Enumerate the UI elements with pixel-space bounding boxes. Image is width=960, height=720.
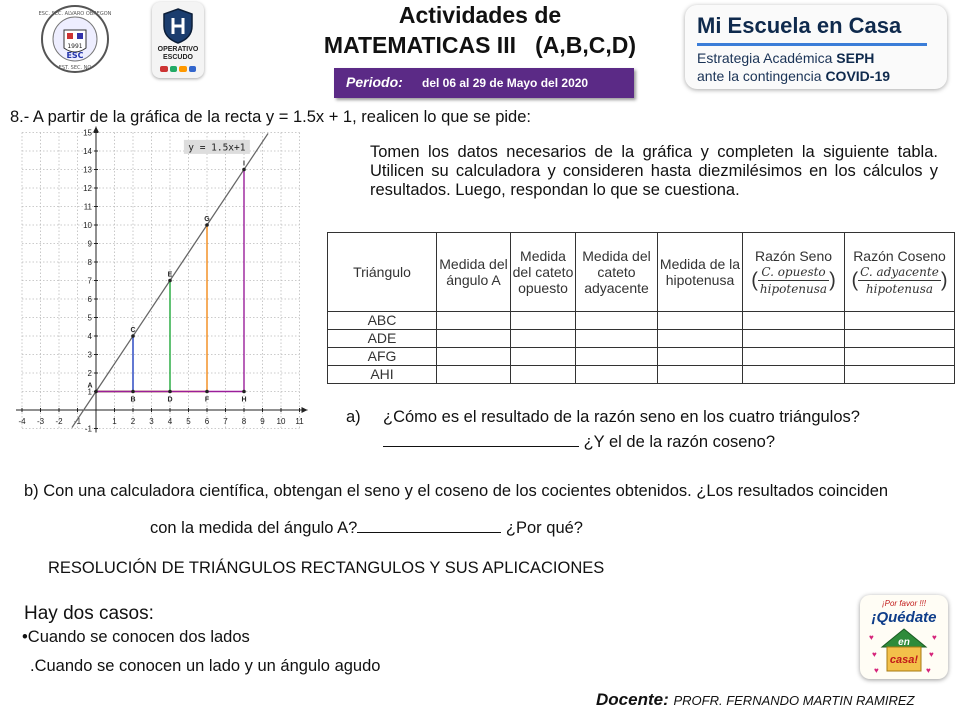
x-tick-label: 5 bbox=[186, 417, 191, 426]
x-tick-label: 8 bbox=[241, 417, 247, 426]
answer-cell[interactable] bbox=[511, 312, 576, 330]
hay-dos-casos: Hay dos casos: bbox=[24, 603, 154, 624]
y-tick-label: 10 bbox=[83, 221, 92, 230]
header-angulo: Medida del ángulo A bbox=[437, 233, 511, 312]
equation-label: y = 1.5x+1 bbox=[188, 142, 246, 154]
periodo-value: del 06 al 29 de Mayo del 2020 bbox=[422, 76, 589, 90]
x-tick-label: 10 bbox=[276, 417, 286, 426]
color-strip bbox=[160, 66, 196, 72]
svg-text:♥: ♥ bbox=[872, 650, 877, 659]
header-hipotenusa: Medida de la hipotenusa bbox=[658, 233, 743, 312]
answer-cell[interactable] bbox=[511, 348, 576, 366]
mi-escuela-underline bbox=[697, 43, 927, 46]
y-tick-label: 9 bbox=[87, 239, 92, 249]
answer-cell[interactable] bbox=[576, 366, 658, 384]
point-label-f: F bbox=[204, 396, 210, 404]
y-tick-label: 12 bbox=[83, 184, 92, 193]
y-tick-label: 7 bbox=[87, 276, 92, 286]
x-tick-label: 1 bbox=[112, 417, 117, 426]
row-label: ADE bbox=[328, 330, 437, 348]
point-label-d: D bbox=[167, 396, 173, 404]
x-tick-label: 4 bbox=[167, 417, 173, 426]
answer-cell[interactable] bbox=[845, 366, 955, 384]
answer-blank[interactable] bbox=[383, 430, 579, 447]
shield-icon bbox=[162, 8, 194, 44]
answer-cell[interactable] bbox=[576, 330, 658, 348]
line-graph bbox=[14, 128, 314, 460]
y-tick-label: 5 bbox=[87, 313, 92, 323]
svg-text:¡Por favor !!!: ¡Por favor !!! bbox=[881, 599, 927, 608]
question-a-coseno: ¿Y el de la razón coseno? bbox=[583, 433, 775, 451]
table-row bbox=[328, 330, 955, 348]
point-g bbox=[205, 223, 209, 227]
question-8: 8.- A partir de la gráfica de la recta y = 1.5x + 1, realicen lo que se pide: bbox=[10, 108, 531, 126]
point-f bbox=[205, 390, 209, 394]
x-tick-label: -4 bbox=[18, 417, 26, 426]
y-tick-label: -1 bbox=[84, 424, 92, 434]
x-tick-label: 11 bbox=[295, 417, 304, 426]
coseno-title: Razón Coseno bbox=[853, 247, 946, 264]
seno-title: Razón Seno bbox=[754, 247, 833, 264]
answer-cell[interactable] bbox=[743, 312, 845, 330]
x-tick-label: -1 bbox=[73, 417, 82, 426]
docente-name: PROFR. FERNANDO MARTIN RAMIREZ bbox=[673, 693, 915, 708]
answer-cell[interactable] bbox=[658, 348, 743, 366]
answer-cell[interactable] bbox=[511, 330, 576, 348]
point-label-i: I bbox=[243, 160, 245, 168]
y-tick-label: 13 bbox=[83, 165, 92, 175]
school-seal-logo bbox=[40, 4, 110, 74]
y-tick-label: 3 bbox=[87, 350, 92, 360]
answer-cell[interactable] bbox=[658, 312, 743, 330]
mi-escuela-line2: ante la contingencia COVID-19 bbox=[697, 68, 891, 84]
answer-cell[interactable] bbox=[845, 330, 955, 348]
instructions-text: Tomen los datos necesarios de la gráfica y completen la siguiente tabla. Utilicen su calculadora y consideren hasta diezmilésimos en los cálculos y resultados. Luego, respondan lo que se cuestiona. bbox=[370, 143, 938, 199]
answer-cell[interactable] bbox=[845, 348, 955, 366]
point-i bbox=[242, 168, 246, 172]
answer-cell[interactable] bbox=[743, 348, 845, 366]
svg-text:♥: ♥ bbox=[869, 633, 874, 642]
y-tick-label: 8 bbox=[87, 258, 92, 267]
seal-ring-top: ESC. SEC. ALVARO OBREGON bbox=[38, 11, 112, 17]
svg-text:♥: ♥ bbox=[932, 633, 937, 642]
svg-text:en: en bbox=[898, 637, 910, 648]
row-label: AHI bbox=[328, 366, 437, 384]
section-title: RESOLUCIÓN DE TRIÁNGULOS RECTANGULOS Y SUS APLICACIONES bbox=[48, 559, 605, 577]
answer-blank[interactable] bbox=[357, 516, 501, 533]
x-tick-label: -2 bbox=[55, 417, 63, 426]
point-d bbox=[168, 390, 172, 394]
periodo-banner bbox=[334, 68, 634, 98]
header-adyacente: Medida del cateto adyacente bbox=[576, 233, 658, 312]
caso-1: •Cuando se conocen dos lados bbox=[22, 628, 250, 646]
answer-cell[interactable] bbox=[576, 312, 658, 330]
seal-year: 1991 bbox=[67, 43, 83, 50]
header-opuesto: Medida del cateto opuesto bbox=[511, 233, 576, 312]
question-b-line1: b) Con una calculadora científica, obtengan el seno y el coseno de los cocientes obtenidos. ¿Los resultados coinciden bbox=[24, 482, 889, 500]
point-label-a: A bbox=[87, 382, 93, 390]
x-tick-label: 9 bbox=[260, 417, 265, 426]
seal-abbrev: ESC bbox=[66, 51, 84, 60]
answer-cell[interactable] bbox=[437, 348, 511, 366]
answer-cell[interactable] bbox=[511, 366, 576, 384]
docente-label: Docente: bbox=[596, 690, 669, 709]
y-tick-label: 15 bbox=[83, 128, 92, 138]
point-label-e: E bbox=[167, 271, 173, 279]
y-axis-arrow bbox=[93, 127, 99, 133]
point-label-b: B bbox=[130, 396, 136, 404]
question-a-line1: ¿Cómo es el resultado de la razón seno en los cuatro triángulos? bbox=[383, 408, 860, 426]
question-b-line2: con la medida del ángulo A? ¿Por qué? bbox=[150, 516, 583, 538]
answer-cell[interactable] bbox=[437, 366, 511, 384]
point-label-c: C bbox=[130, 327, 136, 334]
answer-cell[interactable] bbox=[658, 330, 743, 348]
seno-fraction: $\frac{\text{C. opuesto}}{\text{hipotenusa}}$ bbox=[759, 264, 828, 296]
y-tick-label: 6 bbox=[87, 295, 92, 304]
y-tick-label: 1 bbox=[87, 387, 92, 397]
mi-escuela-title: Mi Escuela en Casa bbox=[697, 13, 902, 38]
answer-cell[interactable] bbox=[658, 366, 743, 384]
point-b bbox=[131, 390, 135, 394]
row-label: AFG bbox=[328, 348, 437, 366]
answer-cell[interactable] bbox=[743, 366, 845, 384]
svg-text:¡Quédate: ¡Quédate bbox=[871, 609, 937, 626]
quedate-en-casa-badge bbox=[860, 595, 948, 679]
header-triangulo: Triángulo bbox=[328, 233, 437, 312]
y-tick-label: 2 bbox=[87, 369, 92, 378]
operativo-line2: ESCUDO bbox=[163, 54, 193, 61]
header-coseno: Razón Coseno ( $\frac{\text{C. adyacente}}{\text{hipotenusa}}$ ) bbox=[845, 233, 955, 312]
point-a bbox=[94, 390, 98, 394]
point-h bbox=[242, 390, 246, 394]
caso-2: .Cuando se conocen un lado y un ángulo agudo bbox=[30, 657, 381, 675]
triangles-table bbox=[327, 232, 955, 384]
y-tick-label: 11 bbox=[83, 202, 92, 212]
mi-escuela-line1: Estrategia Académica SEPH bbox=[697, 50, 875, 66]
table-row bbox=[328, 348, 955, 366]
svg-text:casa!: casa! bbox=[889, 654, 919, 666]
periodo-label: Periodo: bbox=[346, 74, 403, 90]
answer-cell[interactable] bbox=[845, 312, 955, 330]
title-line2: MATEMATICAS III (A,B,C,D) bbox=[323, 32, 637, 58]
x-tick-label: 7 bbox=[223, 417, 228, 426]
x-tick-label: 3 bbox=[149, 417, 154, 426]
y-tick-label: 4 bbox=[87, 332, 92, 341]
answer-cell[interactable] bbox=[743, 330, 845, 348]
svg-text:♥: ♥ bbox=[929, 650, 934, 659]
question-a-line2 bbox=[383, 430, 775, 452]
coseno-fraction: $\frac{\text{C. adyacente}}{\text{hipotenusa}}$ bbox=[860, 264, 939, 296]
answer-cell[interactable] bbox=[437, 330, 511, 348]
operativo-line1: OPERATIVO bbox=[157, 46, 199, 53]
question-a-label: a) bbox=[346, 408, 361, 426]
svg-text:♥: ♥ bbox=[874, 666, 879, 675]
mi-escuela-en-casa-logo bbox=[685, 5, 947, 89]
seal-ring-bottom: EST. SEC. NO bbox=[58, 65, 92, 71]
row-label: ABC bbox=[328, 312, 437, 330]
x-tick-label: -3 bbox=[36, 417, 45, 426]
point-c bbox=[131, 334, 135, 338]
answer-cell[interactable] bbox=[576, 348, 658, 366]
x-tick-label: 2 bbox=[130, 417, 136, 426]
point-label-g: G bbox=[204, 216, 210, 223]
title-line1: Actividades de bbox=[398, 2, 562, 28]
answer-cell[interactable] bbox=[437, 312, 511, 330]
table-row bbox=[328, 312, 955, 330]
y-tick-label: 14 bbox=[83, 147, 92, 156]
docente-credit bbox=[596, 690, 914, 710]
table-row bbox=[328, 366, 955, 384]
x-axis-arrow bbox=[302, 407, 308, 413]
header-seno: Razón Seno ( $\frac{\text{C. opuesto}}{\text{hipotenusa}}$ ) bbox=[743, 233, 845, 312]
svg-text:♥: ♥ bbox=[926, 666, 931, 675]
x-tick-label: 6 bbox=[204, 417, 210, 426]
operativo-escudo-logo bbox=[152, 2, 204, 78]
point-e bbox=[168, 279, 172, 283]
page-title bbox=[300, 0, 660, 60]
point-label-h: H bbox=[241, 396, 247, 404]
